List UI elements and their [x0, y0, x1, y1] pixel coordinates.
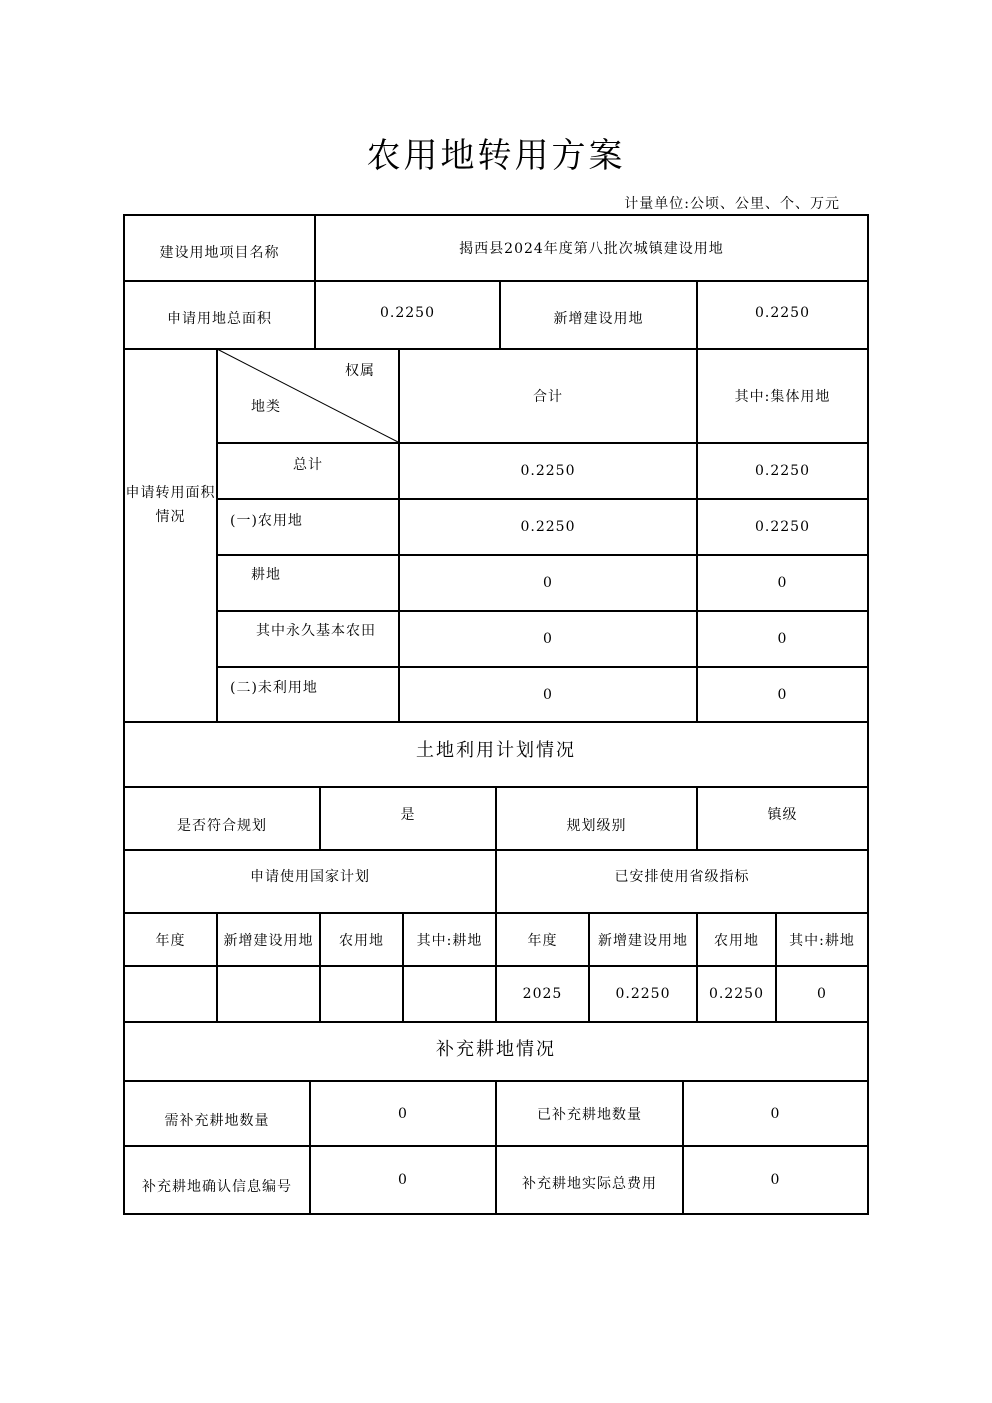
new-construction-label: 新增建设用地 [553, 311, 644, 327]
need-supplement-label: 需补充耕地数量 [164, 1112, 270, 1129]
row-value-total: 0 [543, 575, 553, 591]
header-landtype: 地类 [251, 399, 281, 415]
col-year: 年度 [155, 932, 186, 949]
unit-note: 计量单位:公顷、公里、个、万元 [624, 196, 840, 212]
actual-cost-value: 0 [770, 1172, 781, 1188]
conform-value: 是 [400, 806, 416, 823]
conversion-section-label: 申请转用面积情况 [125, 485, 216, 525]
row-label-unused: (二)未利用地 [230, 680, 318, 696]
header-ownership: 权属 [345, 363, 375, 379]
done-supplement-value: 0 [770, 1105, 781, 1122]
total-area-label: 申请用地总面积 [167, 311, 272, 327]
row-label-permanent-farmland: 其中永久基本农田 [256, 623, 376, 639]
value-year: 2025 [522, 986, 563, 1002]
row-label-cultivated: 耕地 [251, 567, 281, 583]
col-farmland: 农用地 [714, 932, 759, 949]
row-value-collective: 0.2250 [755, 519, 810, 535]
col-new-construction: 新增建设用地 [598, 932, 688, 949]
actual-cost-label: 补充耕地实际总费用 [522, 1176, 657, 1192]
level-label: 规划级别 [566, 817, 627, 834]
project-name-label: 建设用地项目名称 [159, 245, 280, 261]
conform-label: 是否符合规划 [177, 817, 267, 834]
col-cultivated: 其中:耕地 [789, 932, 855, 949]
project-name-value: 揭西县2024年度第八批次城镇建设用地 [459, 241, 724, 257]
row-value-collective: 0.2250 [755, 463, 810, 479]
header-total: 合计 [533, 389, 563, 405]
value-year [125, 967, 216, 1021]
row-value-total: 0 [543, 631, 553, 647]
value-farmland: 0.2250 [709, 986, 764, 1002]
row-value-collective: 0 [777, 631, 788, 647]
value-new-construction: 0.2250 [615, 986, 671, 1002]
row-value-collective: 0 [777, 575, 788, 591]
col-year: 年度 [527, 932, 558, 949]
new-construction-value: 0.2250 [755, 305, 810, 321]
row-value-total: 0.2250 [520, 519, 576, 535]
total-area-value: 0.2250 [380, 305, 435, 321]
supplement-section-title: 补充耕地情况 [436, 1039, 556, 1060]
col-new-construction: 新增建设用地 [223, 932, 314, 949]
need-supplement-value: 0 [398, 1105, 408, 1122]
confirm-number-label: 补充耕地确认信息编号 [142, 1179, 292, 1195]
value-new-construction [218, 967, 319, 1021]
row-value-collective: 0 [777, 686, 788, 703]
national-plan-label: 申请使用国家计划 [250, 869, 370, 885]
value-cultivated: 0 [817, 986, 827, 1002]
row-value-total: 0 [543, 686, 553, 703]
col-farmland: 农用地 [339, 932, 384, 949]
page-title: 农用地转用方案 [366, 136, 626, 176]
provincial-index-label: 已安排使用省级指标 [614, 869, 750, 885]
plan-section-title: 土地利用计划情况 [416, 740, 576, 761]
row-label-total: 总计 [293, 457, 323, 473]
confirm-number-value: 0 [398, 1172, 408, 1188]
value-cultivated [404, 967, 495, 1021]
row-value-total: 0.2250 [520, 463, 576, 479]
done-supplement-label: 已补充耕地数量 [537, 1106, 642, 1123]
header-collective: 其中:集体用地 [734, 389, 831, 405]
col-cultivated: 其中:耕地 [416, 932, 483, 949]
value-farmland [321, 967, 402, 1021]
level-value: 镇级 [767, 806, 798, 823]
row-label-farmland: (一)农用地 [230, 513, 303, 529]
